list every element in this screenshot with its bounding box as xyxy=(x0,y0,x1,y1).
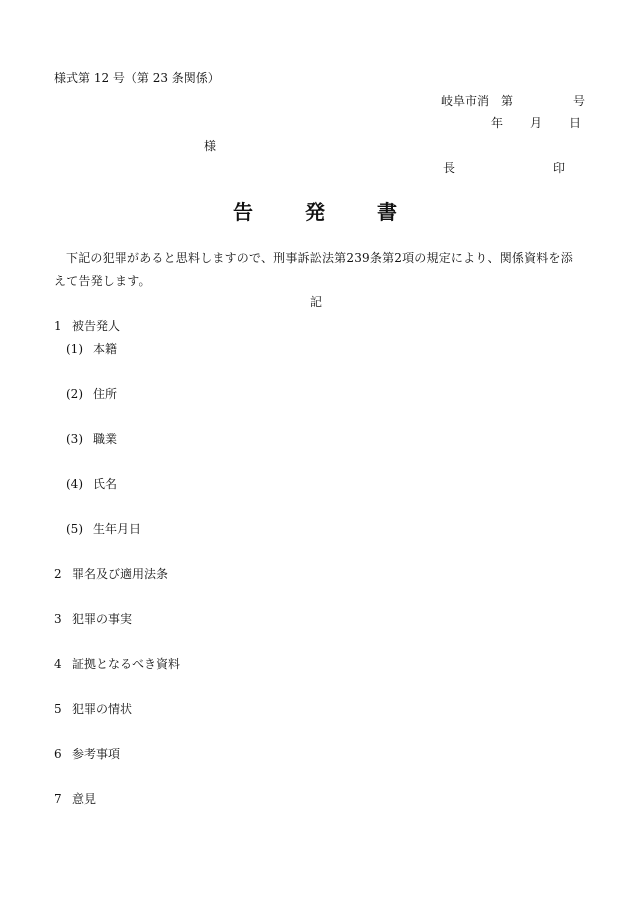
section-1 xyxy=(54,320,120,332)
sender-title: 長 xyxy=(443,161,456,175)
subitem-number: (2) xyxy=(66,387,83,401)
ki-heading: 記 xyxy=(310,295,323,309)
section-number: 5 xyxy=(54,702,62,716)
section-number: 1 xyxy=(54,319,62,333)
section-5 xyxy=(54,703,132,715)
subitem-number: (4) xyxy=(66,477,83,491)
section-6 xyxy=(54,748,120,760)
section-label: 参考事項 xyxy=(72,747,121,761)
subitem-label: 住所 xyxy=(93,387,118,401)
recipient-honorific: 様 xyxy=(204,139,217,153)
section-number: 3 xyxy=(54,612,62,626)
section-7 xyxy=(54,793,96,805)
section-number: 4 xyxy=(54,657,62,671)
section-number: 7 xyxy=(54,792,62,806)
title-char: 告 xyxy=(233,200,253,224)
section-4 xyxy=(54,658,180,670)
seal-mark: 印 xyxy=(553,161,566,175)
section-number: 2 xyxy=(54,567,62,581)
subitem-number: (3) xyxy=(66,432,83,446)
title-char: 発 xyxy=(305,200,325,224)
subitem-number: (5) xyxy=(66,522,83,536)
document-number: 岐阜市消 第 号 xyxy=(441,94,586,108)
subitem-label: 本籍 xyxy=(93,342,118,356)
form-label: 様式第 12 号（第 23 条関係） xyxy=(54,71,220,85)
subitem-number: (1) xyxy=(66,342,83,356)
date-line: 年 月 日 xyxy=(491,116,583,130)
body-paragraph: 下記の犯罪があると思料しますので、刑事訴訟法第239条第2項の規定により、関係資料を添えて告発します。 xyxy=(54,251,573,288)
document-title xyxy=(0,202,630,222)
subitem-5 xyxy=(66,523,141,535)
section-label: 証拠となるべき資料 xyxy=(72,657,181,671)
subitem-label: 氏名 xyxy=(93,477,118,491)
section-3 xyxy=(54,613,132,625)
section-label: 罪名及び適用法条 xyxy=(72,567,169,581)
subitem-label: 職業 xyxy=(93,432,118,446)
subitem-label: 生年月日 xyxy=(93,522,142,536)
section-label: 被告発人 xyxy=(72,319,121,333)
subitem-4 xyxy=(66,478,117,490)
section-2 xyxy=(54,568,168,580)
subitem-2 xyxy=(66,388,117,400)
title-char: 書 xyxy=(377,200,397,224)
subitem-1 xyxy=(66,343,117,355)
section-label: 意見 xyxy=(72,792,97,806)
section-label: 犯罪の事実 xyxy=(72,612,133,626)
subitem-3 xyxy=(66,433,117,445)
section-number: 6 xyxy=(54,747,62,761)
section-label: 犯罪の情状 xyxy=(72,702,133,716)
